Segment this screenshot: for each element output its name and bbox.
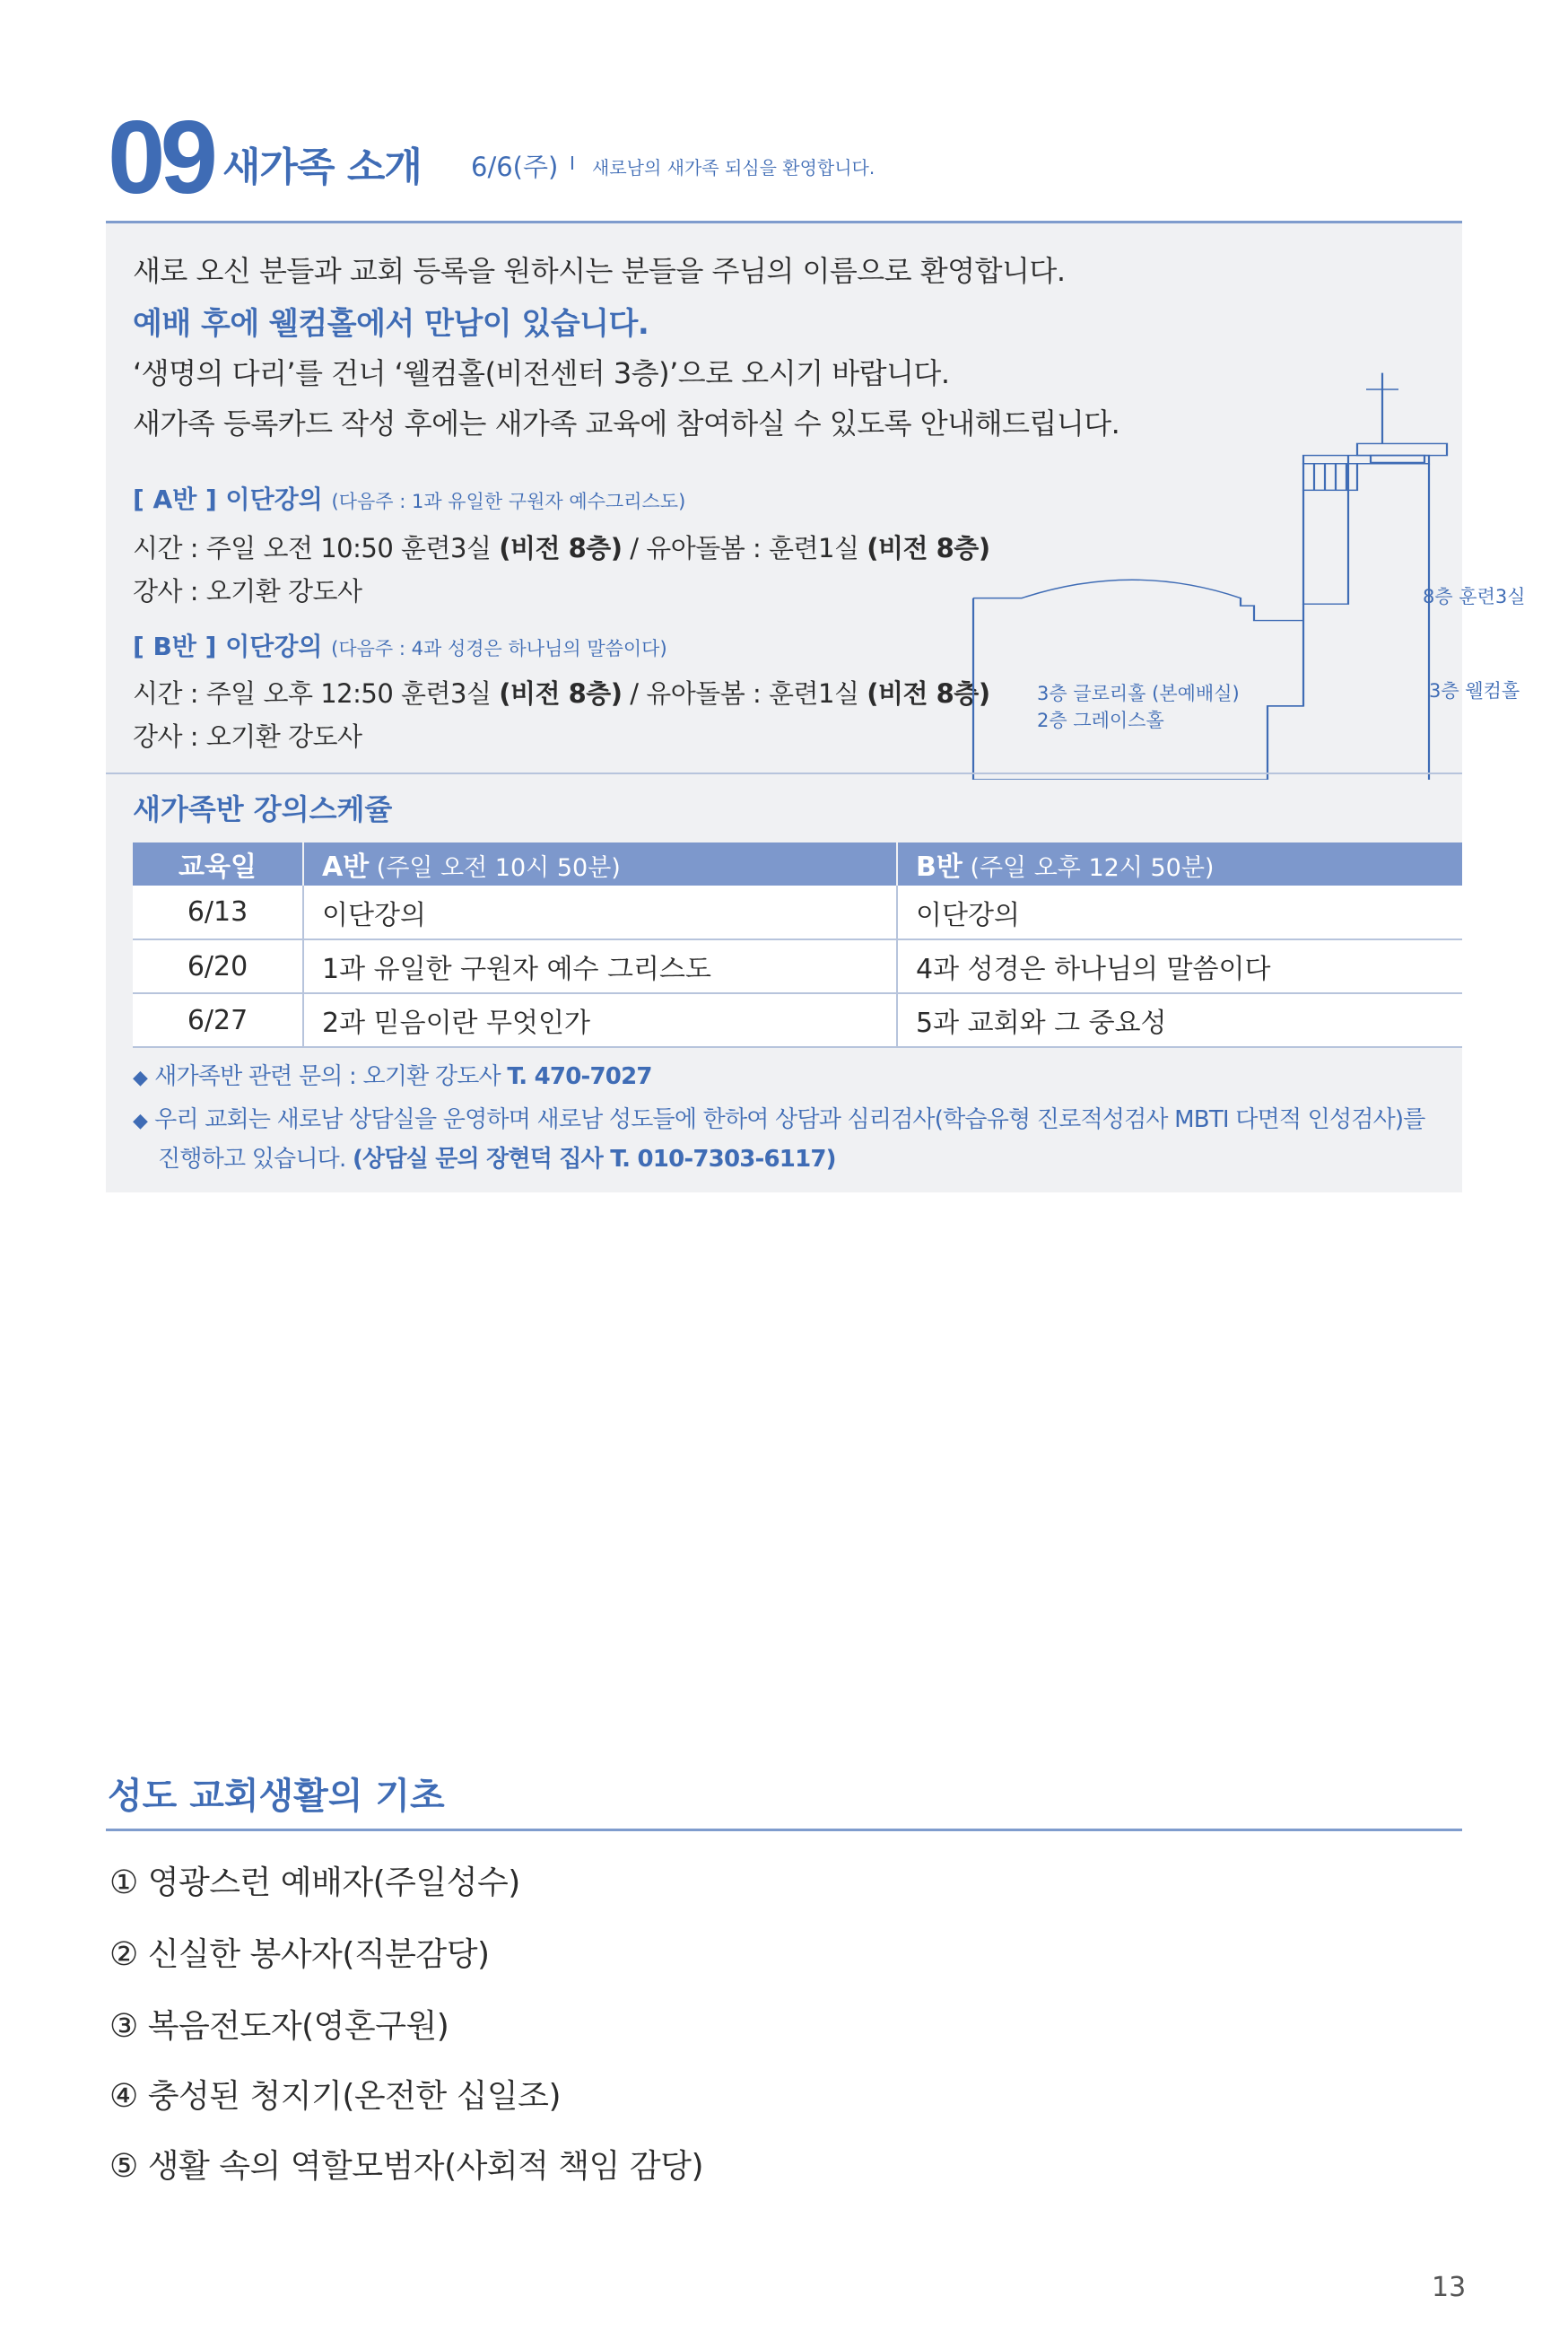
row-class-b: 이단강의 [897, 886, 1462, 939]
intro-line-3: ‘생명의 다리’를 건너 ‘웰컴홀(비전센터 3층)’으로 오시기 바랍니다. [133, 356, 950, 390]
schedule-title: 새가족반 강의스케쥴 [133, 792, 393, 826]
table-row [133, 939, 1462, 993]
list-item: ③ 복음전도자(영혼구원) [109, 2008, 449, 2045]
class-b-childcare: / 유아돌봄 : 훈련1실 [622, 678, 867, 709]
intro-line-1: 새로 오신 분들과 교회 등록을 원하시는 분들을 주님의 이름으로 환영합니다. [133, 254, 1066, 288]
label-3f-welcome: 3층 웰컴홀 [1429, 680, 1520, 702]
row-date: 6/27 [133, 993, 303, 1047]
diamond-bullet-icon: ◆ [133, 1067, 148, 1089]
note-inquiry [133, 1058, 652, 1091]
note-inquiry-text: 새가족반 관련 문의 : 오기환 강도사 [154, 1063, 508, 1090]
diamond-bullet-icon: ◆ [133, 1110, 148, 1132]
panel-divider [106, 773, 1462, 774]
basics-divider [106, 1829, 1462, 1831]
row-class-b: 4과 성경은 하나님의 말씀이다 [897, 939, 1462, 993]
new-family-panel [106, 223, 1526, 1192]
class-a-childcare-location: (비전 8층) [867, 533, 990, 563]
list-item: ① 영광스런 예배자(주일성수) [109, 1864, 520, 1901]
schedule-table [133, 842, 1462, 1048]
row-class-b: 5과 교회와 그 중요성 [897, 993, 1462, 1047]
row-class-a: 이단강의 [303, 886, 897, 939]
section-subtitle: 새로남의 새가족 되심을 환영합니다. [592, 157, 875, 179]
header-separator: I [570, 153, 575, 174]
class-b-heading [133, 627, 667, 663]
class-b-next: (다음주 : 4과 성경은 하나님의 말씀이다) [331, 638, 667, 659]
class-b-title: [ B반 ] 이단강의 [133, 632, 323, 661]
note-counseling-cont-text: 진행하고 있습니다. [158, 1146, 353, 1173]
intro-line-4: 새가족 등록카드 작성 후에는 새가족 교육에 참여하실 수 있도록 안내해드립니다. [133, 406, 1120, 441]
class-a-time-location: (비전 8층) [499, 533, 623, 563]
section-date: 6/6(주) [471, 152, 559, 182]
label-2f-grace: 2층 그레이스홀 [1037, 710, 1164, 731]
row-class-a: 2과 믿음이란 무엇인가 [303, 993, 897, 1047]
note-counseling-text: 우리 교회는 새로남 상담실을 운영하며 새로남 성도들에 한하여 상담과 심리검사(학습유형 진로적성검사 MBTI 다면적 인성검사)를 [154, 1106, 1425, 1133]
header-class-a-time: (주일 오전 10시 50분) [369, 854, 621, 882]
row-date: 6/20 [133, 939, 303, 993]
header-class-a [303, 842, 897, 886]
basics-title: 성도 교회생활의 기초 [108, 1776, 445, 1817]
class-a-childcare: / 유아돌봄 : 훈련1실 [622, 533, 867, 563]
note-counseling [133, 1101, 1425, 1134]
class-a-heading [133, 480, 685, 516]
class-b-teacher: 강사 : 오기환 강도사 [133, 721, 362, 752]
note-inquiry-phone: T. 470-7027 [507, 1063, 652, 1090]
section-header [108, 99, 1462, 215]
table-row [133, 886, 1462, 939]
header-class-b-time: (주일 오후 12시 50분) [962, 854, 1215, 882]
list-item: ② 신실한 봉사자(직분감당) [109, 1936, 490, 1973]
row-class-a: 1과 유일한 구원자 예수 그리스도 [303, 939, 897, 993]
class-a-time [133, 528, 990, 565]
header-class-b-label: B반 [916, 851, 963, 883]
header-class-a-label: A반 [322, 851, 370, 883]
class-a-teacher: 강사 : 오기환 강도사 [133, 576, 362, 607]
note-counseling-cont [158, 1140, 836, 1174]
section-title: 새가족 소개 [222, 144, 422, 190]
label-8f-training: 8층 훈련3실 [1423, 586, 1526, 607]
intro-highlight: 예배 후에 웰컴홀에서 만남이 있습니다. [133, 306, 649, 342]
section-number: 09 [108, 99, 213, 215]
header-date: 교육일 [133, 842, 303, 886]
row-date: 6/13 [133, 886, 303, 939]
class-b-time-prefix: 시간 : 주일 오후 12:50 훈련3실 [133, 678, 500, 709]
list-item: ⑤ 생활 속의 역할모범자(사회적 책임 감당) [109, 2148, 703, 2185]
page-number: 13 [1432, 2272, 1467, 2303]
list-item: ④ 충성된 청지기(온전한 십일조) [109, 2078, 562, 2115]
class-a-time-prefix: 시간 : 주일 오전 10:50 훈련3실 [133, 533, 500, 563]
class-a-title: [ A반 ] 이단강의 [133, 485, 323, 514]
class-a-next: (다음주 : 1과 유일한 구원자 예수그리스도) [331, 491, 686, 512]
class-b-childcare-location: (비전 8층) [867, 678, 990, 709]
table-row [133, 993, 1462, 1047]
note-counseling-contact: (상담실 문의 장현덕 집사 T. 010-7303-6117) [352, 1146, 836, 1173]
header-class-b [897, 842, 1462, 886]
label-3f-glory: 3층 글로리홀 (본예배실) [1037, 683, 1240, 704]
class-b-time [133, 674, 990, 711]
schedule-header-row [133, 842, 1462, 886]
class-b-time-location: (비전 8층) [499, 678, 623, 709]
